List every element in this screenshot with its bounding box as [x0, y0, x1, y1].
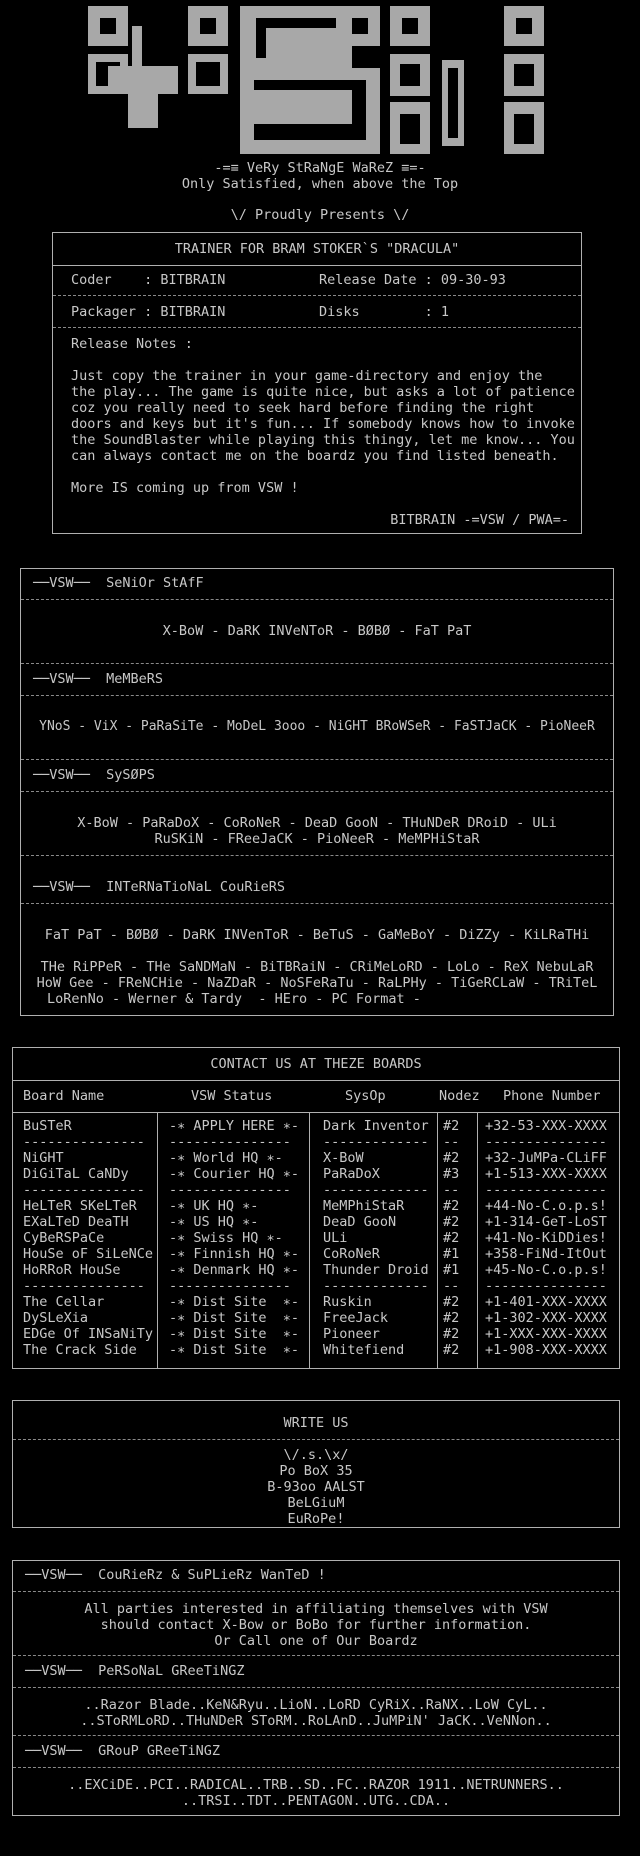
board-cell: ------------- [323, 1134, 429, 1150]
group-heading: ──VSW── GRouP GReeTiNGZ [25, 1743, 221, 1759]
board-cell: #2 [443, 1294, 460, 1310]
note-line: Just copy the trainer in your game-directory and enjoy the [71, 368, 543, 384]
board-cell: -∗ Dist Site ∗- [169, 1294, 300, 1310]
notes-heading: Release Notes : [71, 336, 193, 352]
board-cell: FreeJack [323, 1310, 389, 1326]
write-line: Po BoX 35 [279, 1463, 353, 1479]
note-line: the SoundBlaster while playing this thingy, let me know... You [71, 432, 575, 448]
board-cell: +32-53-XXX-XXXX [485, 1118, 607, 1134]
board-cell: MeMPhiStaR [323, 1198, 405, 1214]
board-cell: #1 [443, 1246, 460, 1262]
board-cell: #2 [443, 1150, 460, 1166]
board-cell: HouSe oF SiLeNCe [23, 1246, 154, 1262]
packager: Packager : BITBRAIN [71, 304, 226, 320]
wanted-line: Or Call one of Our Boardz [214, 1633, 418, 1649]
board-cell: HeLTeR SKeLTeR [23, 1198, 137, 1214]
couriers-line: HoW Gee - FReNCHie - NaZDaR - NoSFeRaTu - RaLPHy - TiGeRCLaW - TRiTeL [36, 975, 598, 991]
more-coming: More IS coming up from VSW ! [71, 480, 299, 496]
personal-heading: ──VSW── PeRSoNaL GReeTiNGZ [25, 1663, 245, 1679]
wanted-heading: ──VSW── CouRieRz & SuPLieRz WanTeD ! [25, 1567, 326, 1583]
board-cell: +1-908-XXX-XXXX [485, 1342, 607, 1358]
board-cell: -- [443, 1182, 460, 1198]
board-cell: ------------- [323, 1278, 429, 1294]
board-cell: HoRRoR HouSe [23, 1262, 121, 1278]
signature: BITBRAIN -=VSW / PWA=- [390, 512, 569, 528]
vsw-logo [88, 6, 548, 154]
board-cell: DeaD GooN [323, 1214, 397, 1230]
note-line: the play... The game is quite nice, but asks a lot of patience [71, 384, 575, 400]
board-cell: BuSTeR [23, 1118, 72, 1134]
subline: Only Satisfied, when above the Top [181, 176, 459, 192]
write-line: BeLGiuM [287, 1495, 345, 1511]
note-line: doors and keys but it's fun... If somebody knows how to invoke [71, 416, 575, 432]
coder: Coder : BITBRAIN [71, 272, 226, 288]
board-cell: +1-302-XXX-XXXX [485, 1310, 607, 1326]
board-cell: --------------- [169, 1134, 291, 1150]
release-box [52, 232, 582, 534]
release-date: Release Date : 09-30-93 [319, 272, 506, 288]
board-cell: #2 [443, 1118, 460, 1134]
board-cell: +1-314-GeT-LoST [485, 1214, 607, 1230]
board-cell: #2 [443, 1230, 460, 1246]
write-line: \/.s.\x/ [283, 1447, 349, 1463]
board-cell: --------------- [485, 1278, 607, 1294]
note-line: can always contact me on the boardz you find listed beneath. [71, 448, 559, 464]
disks: Disks : 1 [319, 304, 450, 320]
board-cell: CyBeRSPaCe [23, 1230, 105, 1246]
board-cell: -- [443, 1134, 460, 1150]
board-cell: --------------- [169, 1278, 291, 1294]
group-line: ..EXCiDE..PCI..RADICAL..TRB..SD..FC..RAZOR 1911..NETRUNNERS.. [68, 1777, 564, 1793]
write-title: WRITE US [283, 1415, 349, 1431]
write-line: EuRoPe! [287, 1511, 345, 1527]
wanted-line: All parties interested in affiliating themselves with VSW [84, 1601, 548, 1617]
members-heading: ──VSW── MeMBeRS [33, 671, 164, 687]
sysops-line: X-BoW - PaRaDoX - CoRoNeR - DeaD GooN - THuNDeR DRoiD - ULi [77, 815, 557, 831]
board-cell: EXaLTeD DeaTH [23, 1214, 129, 1230]
presents: \/ Proudly Presents \/ [230, 207, 410, 223]
col-nodez: Nodez [439, 1088, 480, 1104]
sysops-line: RuSKiN - FReeJaCK - PioNeeR - MeMPHiStaR [154, 831, 480, 847]
board-cell: #2 [443, 1342, 460, 1358]
col-sysop: SysOp [345, 1088, 386, 1104]
board-cell: +1-XXX-XXX-XXXX [485, 1326, 607, 1342]
board-cell: ------------- [323, 1182, 429, 1198]
board-cell: DiGiTaL CaNDy [23, 1166, 129, 1182]
sysops-heading: ──VSW── SySØPS [33, 767, 155, 783]
wanted-line: should contact X-Bow or BoBo for further information. [100, 1617, 532, 1633]
board-cell: #2 [443, 1214, 460, 1230]
board-cell: Dark Inventor [323, 1118, 429, 1134]
boards-title: CONTACT US AT THEZE BOARDS [210, 1056, 422, 1072]
board-cell: --------------- [23, 1182, 145, 1198]
write-box [12, 1400, 620, 1528]
board-cell: -∗ Swiss HQ ∗- [169, 1230, 283, 1246]
col-phone: Phone Number [503, 1088, 601, 1104]
board-cell: +32-JuMPa-CLiFF [485, 1150, 607, 1166]
board-cell: -∗ Dist Site ∗- [169, 1342, 300, 1358]
board-cell: #2 [443, 1198, 460, 1214]
couriers-line: THe RiPPeR - THe SaNDMaN - BiTBRaiN - CRiMeLoRD - LoLo - ReX NebuLaR [40, 959, 594, 975]
note-line: coz you really need to seek hard before finding the right [71, 400, 535, 416]
personal-line: ..SToRMLoRD..THuNDeR SToRM..RoLAnD..JuMPiN' JaCK..VeNNon.. [80, 1713, 552, 1729]
board-cell: +358-FiNd-ItOut [485, 1246, 607, 1262]
board-cell: +44-No-C.o.p.s! [485, 1198, 607, 1214]
board-cell: -∗ US HQ ∗- [169, 1214, 259, 1230]
board-cell: -∗ APPLY HERE ∗- [169, 1118, 300, 1134]
board-cell: -∗ Dist Site ∗- [169, 1326, 300, 1342]
board-cell: ULi [323, 1230, 348, 1246]
board-cell: The Cellar [23, 1294, 105, 1310]
col-vsw-status: VSW Status [191, 1088, 273, 1104]
boards-table [12, 1047, 620, 1369]
board-cell: -- [443, 1278, 460, 1294]
board-cell: --------------- [23, 1278, 145, 1294]
group-line: ..TRSI..TDT..PENTAGON..UTG..CDA.. [181, 1793, 451, 1809]
board-cell: Thunder Droid [323, 1262, 429, 1278]
release-title: TRAINER FOR BRAM STOKER`S "DRACULA" [174, 241, 460, 257]
board-cell: +45-No-C.o.p.s! [485, 1262, 607, 1278]
board-cell: Whitefiend [323, 1342, 405, 1358]
board-cell: EDGe Of INSaNiTy [23, 1326, 154, 1342]
tagline: -=≡ VeRy StRaNgE WaReZ ≡=- [214, 160, 426, 176]
board-cell: Ruskin [323, 1294, 372, 1310]
board-cell: --------------- [23, 1134, 145, 1150]
couriers-line: FaT PaT - BØBØ - DaRK INVenToR - BeTuS - GaMeBoY - DiZZy - KiLRaTHi [44, 927, 590, 943]
board-cell: Pioneer [323, 1326, 380, 1342]
board-cell: +1-513-XXX-XXXX [485, 1166, 607, 1182]
board-cell: The Crack Side [23, 1342, 137, 1358]
couriers-heading: ──VSW── INTeRNaTioNaL CouRieRS [33, 879, 285, 895]
board-cell: --------------- [169, 1182, 291, 1198]
board-cell: +41-No-KiDDies! [485, 1230, 607, 1246]
board-cell: NiGHT [23, 1150, 64, 1166]
board-cell: -∗ UK HQ ∗- [169, 1198, 259, 1214]
staff-box [20, 568, 614, 1016]
board-cell: X-BoW [323, 1150, 364, 1166]
board-cell: -∗ Courier HQ ∗- [169, 1166, 300, 1182]
senior-names: X-BoW - DaRK INVeNToR - BØBØ - FaT PaT [162, 623, 472, 639]
board-cell: #2 [443, 1310, 460, 1326]
board-cell: #1 [443, 1262, 460, 1278]
board-cell: DySLeXia [23, 1310, 89, 1326]
board-cell: #3 [443, 1166, 460, 1182]
board-cell: -∗ Dist Site ∗- [169, 1310, 300, 1326]
board-cell: --------------- [485, 1182, 607, 1198]
senior-heading: ──VSW── SeNiOr StAfF [33, 575, 204, 591]
couriers-line: LoRenNo - Werner & Tardy - HEro - PC Format - [47, 991, 421, 1007]
board-cell: PaRaDoX [323, 1166, 380, 1182]
board-cell: #2 [443, 1326, 460, 1342]
greetings-box [12, 1560, 620, 1816]
board-cell: +1-401-XXX-XXXX [485, 1294, 607, 1310]
col-board-name: Board Name [23, 1088, 105, 1104]
board-cell: -∗ World HQ ∗- [169, 1150, 283, 1166]
board-cell: --------------- [485, 1134, 607, 1150]
board-cell: -∗ Denmark HQ ∗- [169, 1262, 300, 1278]
board-cell: CoRoNeR [323, 1246, 380, 1262]
members-names: YNoS - ViX - PaRaSiTe - MoDeL 3ooo - NiGHT BRoWSeR - FaSTJaCK - PioNeeR [39, 719, 595, 734]
personal-line: ..Razor Blade..KeN&Ryu..LioN..LoRD CyRiX..RaNX..LoW CyL.. [84, 1697, 548, 1713]
board-cell: -∗ Finnish HQ ∗- [169, 1246, 300, 1262]
write-line: B-93oo AALST [267, 1479, 365, 1495]
